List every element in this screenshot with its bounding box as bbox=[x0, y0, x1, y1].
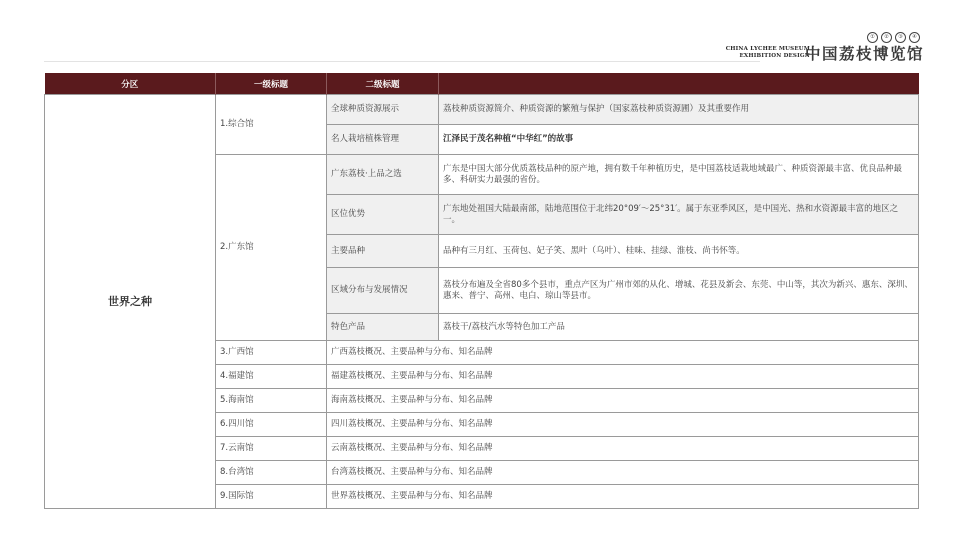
merged-description-cell: 广西荔枝概况、主要品种与分布、知名品牌 bbox=[327, 341, 919, 365]
museum-logo bbox=[724, 36, 924, 64]
logo-seal-1: ① bbox=[867, 32, 878, 43]
merged-description-cell: 世界荔枝概况、主要品种与分布、知名品牌 bbox=[327, 485, 919, 509]
level2-cell: 区域分布与发展情况 bbox=[327, 268, 439, 314]
logo-chinese: 中国荔枝博览馆 bbox=[804, 44, 924, 63]
level1-cell: 5.海南馆 bbox=[216, 389, 327, 413]
level1-cell: 1.综合馆 bbox=[216, 95, 327, 155]
zone-cell: 世界之种 bbox=[45, 95, 216, 509]
merged-description-cell: 海南荔枝概况、主要品种与分布、知名品牌 bbox=[327, 389, 919, 413]
level1-cell: 2.广东馆 bbox=[216, 155, 327, 341]
level1-cell: 4.福建馆 bbox=[216, 365, 327, 389]
level2-cell: 名人栽培植株管理 bbox=[327, 125, 439, 155]
description-cell: 荔枝分布遍及全省80多个县市，重点产区为广州市郊的从化、增城、花县及新会、东莞、中山等，其次为新兴、惠东、深圳、惠来、普宁、高州、电白、琼山等县市。 bbox=[439, 268, 919, 314]
level1-cell: 8.台湾馆 bbox=[216, 461, 327, 485]
merged-description-cell: 福建荔枝概况、主要品种与分布、知名品牌 bbox=[327, 365, 919, 389]
header-level1: 一级标题 bbox=[216, 73, 327, 95]
level2-cell: 广东荔枝·上品之选 bbox=[327, 155, 439, 195]
logo-seal-3: ③ bbox=[895, 32, 906, 43]
header-level2: 二级标题 bbox=[327, 73, 439, 95]
table-header-row bbox=[45, 73, 919, 95]
merged-description-cell: 云南荔枝概况、主要品种与分布、知名品牌 bbox=[327, 437, 919, 461]
merged-description-cell: 台湾荔枝概况、主要品种与分布、知名品牌 bbox=[327, 461, 919, 485]
header-divider bbox=[44, 61, 760, 62]
level2-cell: 区位优势 bbox=[327, 195, 439, 235]
description-cell: 品种有三月红、玉荷包、妃子笑、黑叶（乌叶）、桂味、挂绿、淮枝、尚书怀等。 bbox=[439, 235, 919, 268]
logo-english-line1: CHINA LYCHEE MUSEUM bbox=[725, 46, 810, 52]
table-row bbox=[45, 95, 919, 125]
header-description bbox=[439, 73, 919, 95]
level2-cell: 主要品种 bbox=[327, 235, 439, 268]
header-zone: 分区 bbox=[45, 73, 216, 95]
description-cell: 广东地处祖国大陆最南部，陆地范围位于北纬20°09′～25°31′。属于东亚季风区，是中国光、热和水资源最丰富的地区之一。 bbox=[439, 195, 919, 235]
level1-cell: 3.广西馆 bbox=[216, 341, 327, 365]
logo-seal-4: ④ bbox=[909, 32, 920, 43]
logo-seal-2: ② bbox=[881, 32, 892, 43]
description-cell: 广东是中国大部分优质荔枝品种的原产地，拥有数千年种植历史，是中国荔枝适栽地域最广、种质资源最丰富、优良品种最多、科研实力最强的省份。 bbox=[439, 155, 919, 195]
description-cell: 江泽民于茂名种植“中华红”的故事 bbox=[439, 125, 919, 155]
merged-description-cell: 四川荔枝概况、主要品种与分布、知名品牌 bbox=[327, 413, 919, 437]
level1-cell: 6.四川馆 bbox=[216, 413, 327, 437]
level1-cell: 7.云南馆 bbox=[216, 437, 327, 461]
logo-english-line2: EXHIBITION DESIGN bbox=[739, 53, 810, 59]
description-cell: 荔枝干/荔枝汽水等特色加工产品 bbox=[439, 314, 919, 341]
level2-cell: 特色产品 bbox=[327, 314, 439, 341]
level1-cell: 9.国际馆 bbox=[216, 485, 327, 509]
logo-english bbox=[726, 46, 810, 60]
level2-cell: 全球种质资源展示 bbox=[327, 95, 439, 125]
description-cell: 荔枝种质资源简介、种质资源的繁殖与保护（国家荔枝种质资源圃）及其重要作用 bbox=[439, 95, 919, 125]
content-table bbox=[44, 73, 919, 509]
